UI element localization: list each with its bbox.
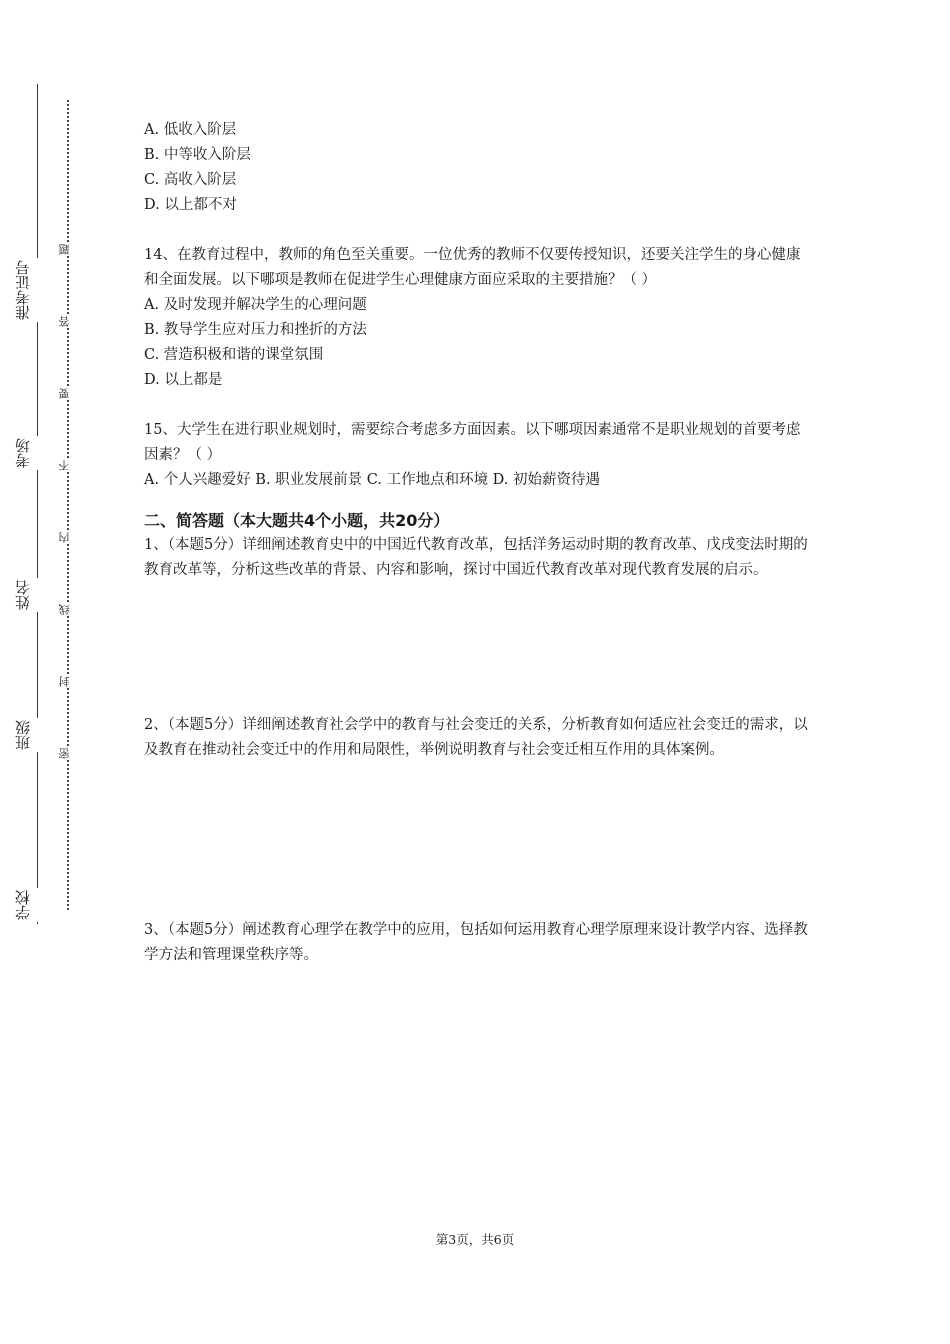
- short-answer-q2: 2、（本题5分）详细阐述教育社会学中的教育与社会变迁的关系，分析教育如何适应社会变迁的需求，以及教育在推动社会变迁中的作用和局限性，举例说明教育与社会变迁相互作用的具体案例。: [144, 717, 808, 758]
- seal-char: 不: [59, 460, 75, 471]
- q13-option-d: D. 以上都不对: [144, 197, 237, 213]
- section2-heading: 二、简答题（本大题共4个小题，共20分）: [144, 511, 450, 530]
- q13-option-b: B. 中等收入阶层: [144, 147, 251, 163]
- field-name-label: 姓名: [16, 578, 46, 612]
- field-class-label: 班级: [16, 718, 46, 752]
- seal-char: 密: [59, 748, 75, 759]
- field-exam-number-label: 准考证号: [16, 258, 46, 322]
- q14-option-b: B. 教导学生应对压力和挫折的方法: [144, 322, 367, 338]
- q14-stem: 14、在教育过程中，教师的角色至关重要。一位优秀的教师不仅要传授知识，还要关注学生的身心健康和全面发展。以下哪项是教师在促进学生心理健康方面应采取的主要措施？（ ）: [144, 247, 801, 288]
- field-school-label: 学校: [16, 888, 46, 922]
- q14-option-c: C. 营造积极和谐的课堂氛围: [144, 347, 324, 363]
- seal-char: 要: [59, 388, 75, 399]
- q15-stem: 15、大学生在进行职业规划时，需要综合考虑多方面因素。以下哪项因素通常不是职业规划的首要考虑因素？（ ）: [144, 422, 801, 463]
- exam-content: [144, 118, 814, 968]
- q15-options: A. 个人兴趣爱好 B. 职业发展前景 C. 工作地点和环境 D. 初始薪资待遇: [144, 472, 601, 488]
- seal-char: 封: [59, 676, 75, 687]
- q13-option-c: C. 高收入阶层: [144, 172, 237, 188]
- binding-dotted-line: [67, 100, 69, 910]
- seal-char: 线: [59, 604, 75, 615]
- answer-space: [144, 583, 814, 713]
- answer-space: [144, 763, 814, 918]
- short-answer-q1: 1、（本题5分）详细阐述教育史中的中国近代教育改革，包括洋务运动时期的教育改革、戊戌变法时期的教育改革等，分析这些改革的背景、内容和影响，探讨中国近代教育改革对现代教育发展的启示。: [144, 537, 808, 578]
- seal-char: 题: [59, 244, 75, 255]
- page-footer: 第3页，共6页: [435, 1232, 515, 1247]
- field-exam-room-label: 考场: [16, 436, 46, 470]
- binding-solid-line: [37, 84, 38, 924]
- short-answer-q3: 3、（本题5分）阐述教育心理学在教学中的应用，包括如何运用教育心理学原理来设计教学内容、选择教学方法和管理课堂秩序等。: [144, 922, 808, 963]
- seal-char: 内: [59, 532, 75, 543]
- q13-option-a: A. 低收入阶层: [144, 122, 237, 138]
- q14-option-d: D. 以上都是: [144, 372, 223, 388]
- q14-option-a: A. 及时发现并解决学生的心理问题: [144, 297, 367, 313]
- seal-char: 答: [59, 316, 75, 327]
